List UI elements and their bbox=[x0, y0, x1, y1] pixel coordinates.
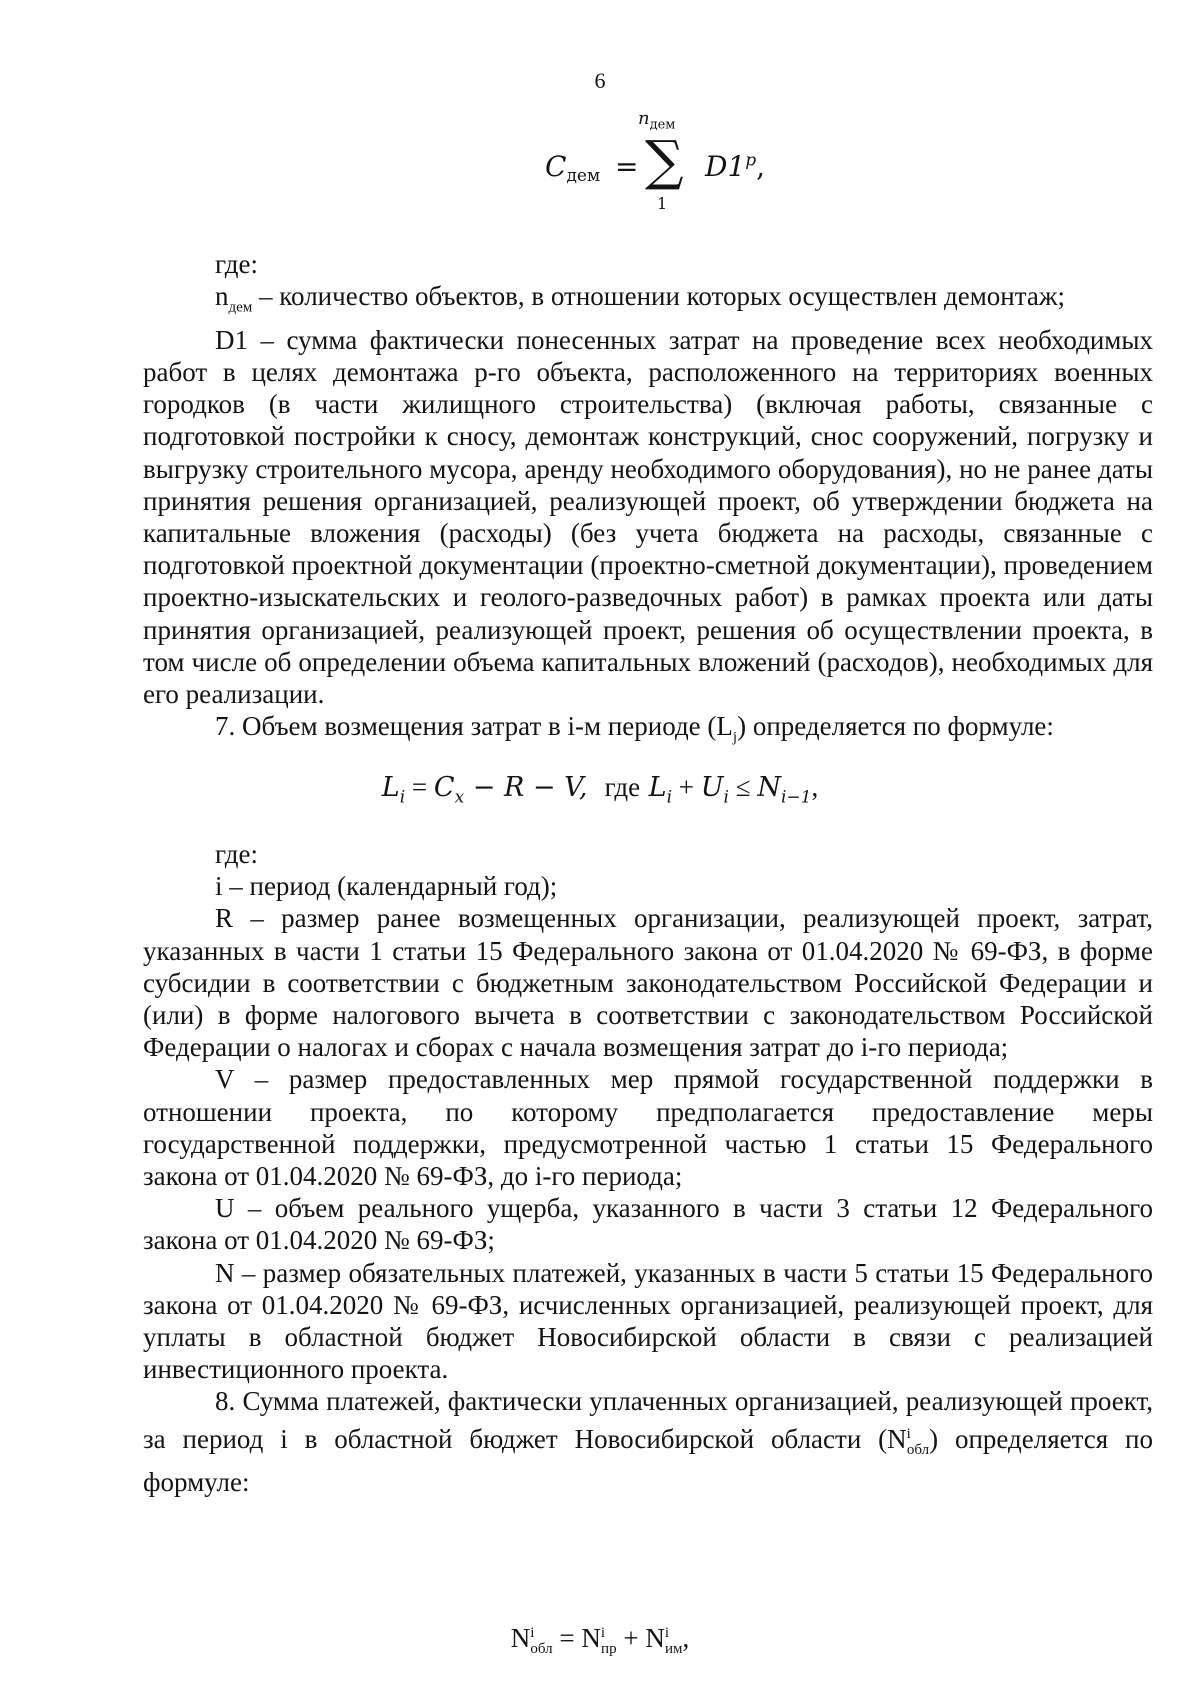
v-definition: V – размер предоставленных мер прямой государственной поддержки в отношении проекта, по которому предполагается предоставление меры государственной поддержки, предусмотренной частью 1 статьи 15 Федерального закона от 01.04.2020 № 69-ФЗ, до i-го периода; bbox=[143, 1064, 1153, 1192]
n-dem-definition: $n_{дем}$ – количество объектов, в отношении которых осуществлен демонтаж; bbox=[215, 281, 1065, 316]
where-label-2: где: bbox=[215, 839, 258, 869]
paragraph-7: 7. Объем возмещения затрат в i-м периоде $(L_j)$ определяется по формуле: bbox=[215, 711, 1054, 746]
formula-rhs: D1$^p$, bbox=[705, 150, 766, 183]
sum-upper-limit: $n_{дем}$ bbox=[638, 108, 676, 133]
sigma-icon: ∑ bbox=[645, 129, 684, 192]
formula-regional-payments: $N^i_{обл} = N^i_{пр} + N^i_{им}$, bbox=[510, 1623, 690, 1658]
where-label: где: bbox=[215, 249, 258, 279]
page-number: 6 bbox=[594, 68, 606, 93]
u-definition: U – объем реального ущерба, указанного в части 3 статьи 12 Федерального закона от 01.04.2020 № 69-ФЗ; bbox=[143, 1193, 1153, 1256]
text-block-1 bbox=[143, 248, 1153, 754]
formula-equals: = bbox=[615, 150, 639, 183]
r-definition: R – размер ранее возмещенных организации, реализующей проект, затрат, указанных в части 1 статьи 15 Федерального закона от 01.04.2020 № 69-ФЗ, в форме субсидии в соответствии с бюджетным законодательством Российской Федерации и (или) в форме налогового вычета в соответствии с законодательством Российской Федерации о налогах и сборах с начала возмещения затрат до i-го периода; bbox=[143, 903, 1153, 1063]
n-definition: N – размер обязательных платежей, указанных в части 5 статьи 15 Федерального закона от 01.04.2020 № 69-ФЗ, исчисленных организацией, реализующей проект, для уплаты в областной бюджет Новосибирской области в связи с реализацией инвестиционного проекта. bbox=[143, 1257, 1153, 1385]
sum-lower-limit: 1 bbox=[657, 194, 668, 213]
formula-reimbursement: $L_i = C_x - R - V$, где $L_i + U_i \le N_{i-1}$, bbox=[381, 772, 819, 808]
formula-lhs: $C_{дем}$ bbox=[545, 150, 601, 186]
formula-demolition-cost bbox=[545, 108, 765, 223]
text-block-2 bbox=[143, 838, 1153, 1498]
paragraph-8: 8. Сумма платежей, фактически уплаченных организацией, реализующей проект, за период i в областной бюджет Новосибирской области $(N^i_{обл})$ определяется по формуле: bbox=[143, 1386, 1153, 1498]
i-definition: i – период (календарный год); bbox=[215, 871, 558, 902]
d1-definition: D1 – сумма фактически понесенных затрат на проведение всех необходимых работ в целях демонтажа p-го объекта, расположенного на территориях военных городков (в части жилищного строительства) (включая работы, связанные с подготовкой постройки к сносу, демонтаж конструкций, снос сооружений, погрузку и выгрузку строительного мусора, аренду необходимого оборудования), но не ранее даты принятия решения организацией, реализующей проект, об утверждении бюджета на капитальные вложения (расходы) (без учета бюджета на расходы, связанные с подготовкой проектной документации (проектно-сметной документации), проведением проектно-изыскательских и геолого-разведочных работ) в рамках проекта или даты принятия организацией, реализующей проект, решения об осуществлении проекта, в том числе об определении объема капитальных вложений (расходов), необходимых для его реализации. bbox=[143, 324, 1153, 710]
